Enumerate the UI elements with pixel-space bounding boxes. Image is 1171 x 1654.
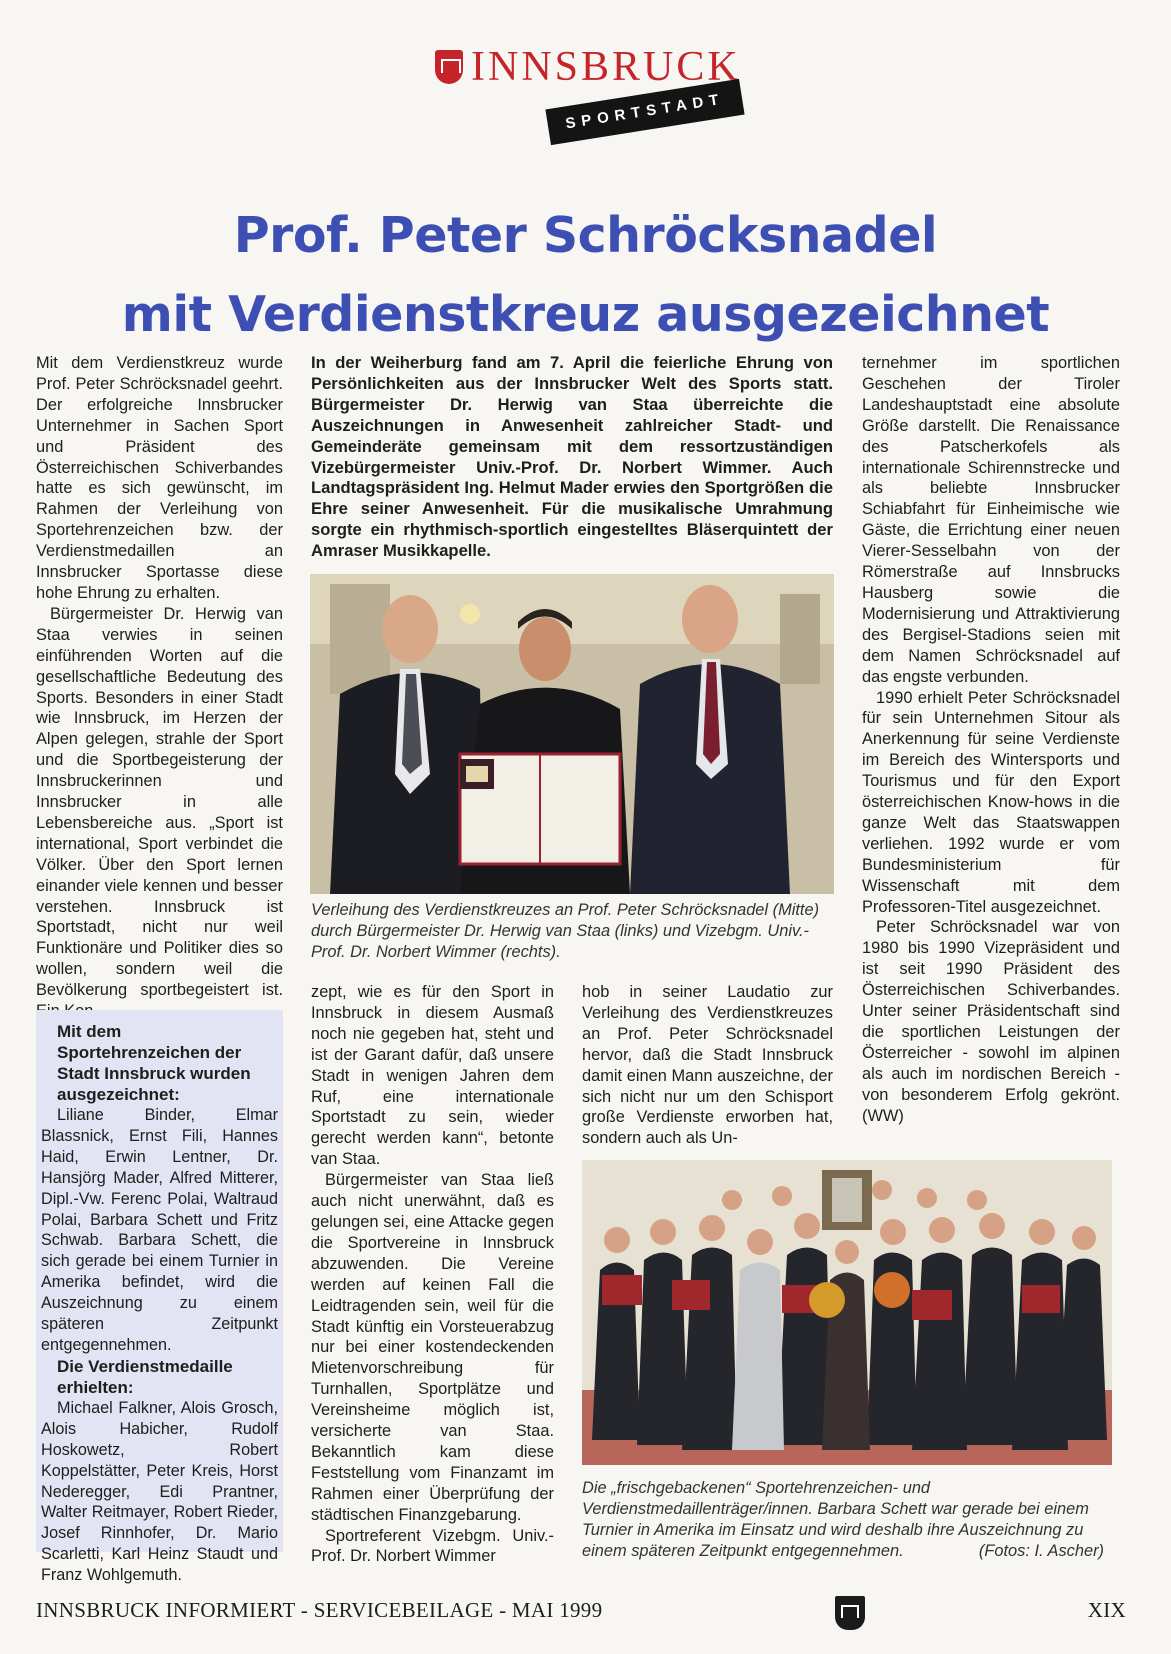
- article-column-3: [582, 982, 833, 1149]
- photo-credit: (Fotos: I. Ascher): [978, 1541, 1104, 1560]
- col4-paragraph-1: ternehmer im sportlichen Geschehen der Tiroler Landeshauptstadt eine absolute Größe darstellt. Die Renaissance des Patscherkofels als internationale Schirennstrecke und als beliebte Innsbrucker Schiabfahrt für Einheimische wie Gäste, die Errichtung einer neuen Vierer-Sesselbahn von der Römerstraße auf Innsbrucks Hausberg sowie die Modernisierung und Attraktivierung des Bergisel-Stadions seien mit dem Namen Schröcksnadel auf das engste verbunden.: [862, 354, 1120, 686]
- logo-title: INNSBRUCK: [471, 44, 741, 90]
- awards-heading-medaille: Die Verdienstmedaille erhielten:: [57, 1356, 233, 1397]
- city-crest-icon: [435, 50, 463, 84]
- page-footer: [36, 1596, 1126, 1626]
- page-number: XIX: [1087, 1598, 1126, 1622]
- article-headline: [20, 196, 1151, 354]
- article-column-4: [862, 353, 1120, 1127]
- article-column-2: [311, 982, 554, 1567]
- photo-2-caption: [582, 1478, 1112, 1562]
- headline-line-2: mit Verdienstkreuz ausgezeichnet: [121, 286, 1050, 343]
- city-emblem-icon: [835, 1596, 865, 1630]
- headline-line-1: Prof. Peter Schröcksnadel: [233, 207, 938, 264]
- awards-list-medaille: Michael Falkner, Alois Grosch, Alois Habicher, Rudolf Hoskowetz, Robert Koppelstätter, Peter Kreis, Horst Nederegger, Edi Prantner, Walter Reitmayer, Robert Rieder, Josef Rinnhofer, Dr. Mario Scarletti, Karl Heinz Staudt und Franz Wohlgemuth.: [41, 1398, 278, 1585]
- innsbruck-sportstadt-logo: [435, 44, 755, 139]
- col2-paragraph-1: zept, wie es für den Sport in Innsbruck in diesem Ausmaß noch nie gegeben hat, steht und ist der Garant dafür, daß unsere Stadt in wenigen Jahren dem Ruf, eine internationale Sportstadt zu sein, wieder gerecht werden kann“, betonte van Staa.: [311, 983, 554, 1169]
- article-column-1: [36, 353, 283, 1022]
- awards-sidebar: [36, 1010, 283, 1585]
- col4-paragraph-2: 1990 erhielt Peter Schröcksnadel für sein Unternehmen Sitour als Anerkennung für seine Verdienste im Bereich des Wintersports und Tourismus und für den Export österreichischen Know-hows in die ganze Welt das Staatswappen verliehen. 1992 wurde er vom Bundesministerium für Wissenschaft mit dem Professoren-Titel ausgezeichnet.: [862, 688, 1120, 916]
- col2-paragraph-2: Bürgermeister van Staa ließ auch nicht unerwähnt, daß es gelungen sei, eine Attacke gegen die Sportvereine in Innsbruck abzuwenden. Die Vereine werden auf keinen Fall die Leidtragenden sein, weil für die Stadt künftig ein Vorsteuerabzug nur bei einer kostendeckenden Mietenvorschreibung für Turnhallen, Sportplätze und Vereinsheime möglich ist, versicherte van Staa. Bekanntlich kam diese Feststellung vom Finanzamt im Rahmen einer Überprüfung der städtischen Finanzgebarung.: [311, 1171, 554, 1524]
- awards-list-ehrenzeichen: Liliane Binder, Elmar Blassnick, Ernst Fili, Hannes Haid, Erwin Lentner, Dr. Hansjörg Mader, Alfred Mitterer, Dipl.-Vw. Ferenc Polai, Waltraud Polai, Barbara Schett und Fritz Schwab. Barbara Schett, die sich gerade bei einem Turnier in Amerika befindet, wird die Auszeichnung zu einem späteren Zeitpunkt entgegennehmen.: [41, 1106, 278, 1354]
- col2-paragraph-3: Sportreferent Vizebgm. Univ.-Prof. Dr. Norbert Wimmer: [311, 1526, 554, 1566]
- article-lead: In der Weiherburg fand am 7. April die feierliche Ehrung von Persönlichkeiten aus der Innsbrucker Welt des Sports statt. Bürgermeister Dr. Herwig van Staa überreichte die Auszeichnungen in Anwesenheit zahlreicher Stadt- und Gemeinderäte gemeinsam mit dem ressortzuständigen Vizebürgermeister Univ.-Prof. Dr. Norbert Wimmer. Auch Landtagspräsident Ing. Helmut Mader erwies den Sportgrößen die Ehre seiner Anwesenheit. Für die musikalische Umrahmung sorgte ein rhythmisch-sportlich eingestelltes Bläserquintett der Amraser Musikkapelle.: [311, 353, 833, 561]
- publication-line: INNSBRUCK INFORMIERT - SERVICEBEILAGE - MAI 1999: [36, 1598, 603, 1622]
- col1-paragraph-1: Mit dem Verdienstkreuz wurde Prof. Peter Schröcksnadel geehrt. Der erfolgreiche Innsbrucker Unternehmer in Sachen Sport und Präsident des Österreichischen Schiverbandes hatte es sich gewünscht, im Rahmen der Verleihung von Sportehrenzeichen bzw. der Verdienstmedaillen an Innsbrucker Sportasse diese hohe Ehrung zu erhalten.: [36, 354, 283, 602]
- photo-1-caption: Verleihung des Verdienstkreuzes an Prof. Peter Schröcksnadel (Mitte) durch Bürgermeister Dr. Herwig van Staa (links) und Vizebgm. Univ.-Prof. Dr. Norbert Wimmer (rechts).: [311, 901, 820, 961]
- col1-paragraph-2: Bürgermeister Dr. Herwig van Staa verwies in seinen einführenden Worten auf die gesellschaftliche Bedeutung des Sports. Besonders in einer Stadt wie Innsbruck, im Herzen der Alpen gelegen, strahle der Sport und die Sportbegeisterung der Innsbruckerinnen und Innsbrucker in alle Lebensbereiche aus. „Sport ist international, Sport verbindet die Völker. Über den Sport lernen einander viele kennen und besser verstehen. Innsbruck ist Sportstadt, nicht nur weil Funktionäre und Politiker dies so wollen, sondern weil die Bevölkerung sportbegeistert ist.: [36, 604, 283, 1000]
- award-ceremony-photo: [310, 574, 834, 894]
- group-photo: [582, 1160, 1112, 1465]
- photo-2-caption-text: Die „frischgebackenen“ Sportehrenzeichen- und Verdienstmedaillenträger/innen. Barbara Schett war gerade bei einem Turnier in Amerika im Einsatz und wird deshalb ihre Auszeichnung zu einem späteren Zeitpunkt entgegennehmen.: [582, 1479, 1089, 1560]
- col4-paragraph-3: Peter Schröcksnadel war von 1980 bis 1990 Vizepräsident und ist seit 1990 Präsident des Österreichischen Schiverbandes. Unter seiner Präsidentschaft sind die sportlichen Leistungen der Österreicher - sowohl im alpinen als auch im nordischen Bereich - von besonderem Erfolg gekrönt. (WW): [862, 918, 1120, 1125]
- col3-paragraph-1: hob in seiner Laudatio zur Verleihung des Verdienstkreuzes an Prof. Peter Schröcksnadel hervor, daß die Stadt Innsbruck damit einen Mann auszeichne, der sich nicht nur um den Schisport große Verdienste erworben hat, sondern auch als Un-: [582, 983, 833, 1148]
- awards-heading-ehrenzeichen: Mit dem Sportehrenzeichen der Stadt Innsbruck wurden ausgezeichnet:: [57, 1022, 251, 1104]
- logo-subtitle: SPORTSTADT: [564, 90, 726, 133]
